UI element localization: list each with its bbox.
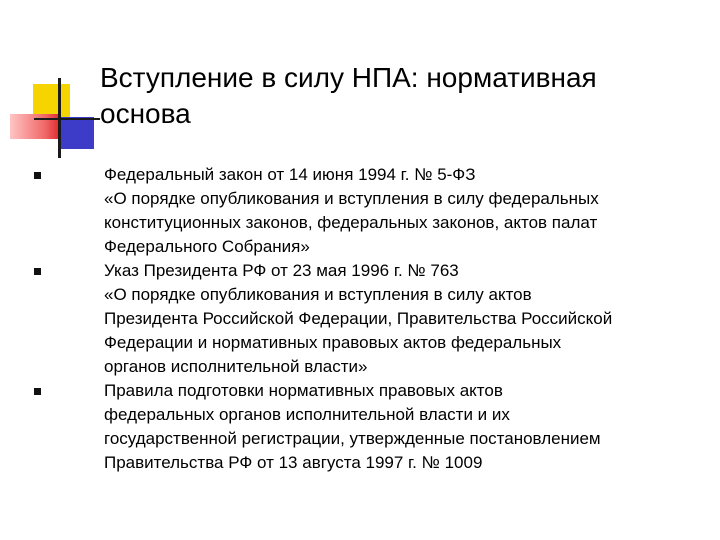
bullet-line: Президента Российской Федерации, Правительства Российской xyxy=(104,309,613,328)
slide-title xyxy=(100,60,700,132)
bullet-line: Указ Президента РФ от 23 мая 1996 г. № 763 xyxy=(104,261,459,280)
bullet-line: «О порядке опубликования и вступления в силу актов xyxy=(104,285,532,304)
bullet-item-presidential-decree xyxy=(0,259,720,379)
bullet-line: Федеральный закон от 14 июня 1994 г. № 5-ФЗ xyxy=(104,165,476,184)
bullet-line: «О порядке опубликования и вступления в силу федеральных xyxy=(104,189,599,208)
ornament-blue-square xyxy=(58,117,94,149)
bullet-line: Федерального Собрания» xyxy=(104,237,310,256)
bullet-line: федеральных органов исполнительной власти и их xyxy=(104,405,510,424)
square-bullet-icon xyxy=(34,268,41,275)
square-bullet-icon xyxy=(34,388,41,395)
square-bullet-icon xyxy=(34,172,41,179)
bullet-item-government-rules xyxy=(0,379,720,475)
bullet-line: Правила подготовки нормативных правовых актов xyxy=(104,381,503,400)
slide-title-line-1: Вступление в силу НПА: нормативная xyxy=(100,62,597,93)
slide-title-line-2: основа xyxy=(100,98,191,129)
bullet-line: конституционных законов, федеральных законов, актов палат xyxy=(104,213,598,232)
bullet-line: Правительства РФ от 13 августа 1997 г. № 1009 xyxy=(104,453,483,472)
ornament-horizontal-line xyxy=(34,118,100,120)
bullet-list xyxy=(0,163,720,475)
bullet-line: Федерации и нормативных правовых актов федеральных xyxy=(104,333,562,352)
bullet-line: органов исполнительной власти» xyxy=(104,357,368,376)
bullet-item-federal-law xyxy=(0,163,720,259)
slide-corner-ornament xyxy=(0,0,100,170)
bullet-line: государственной регистрации, утвержденные постановлением xyxy=(104,429,601,448)
